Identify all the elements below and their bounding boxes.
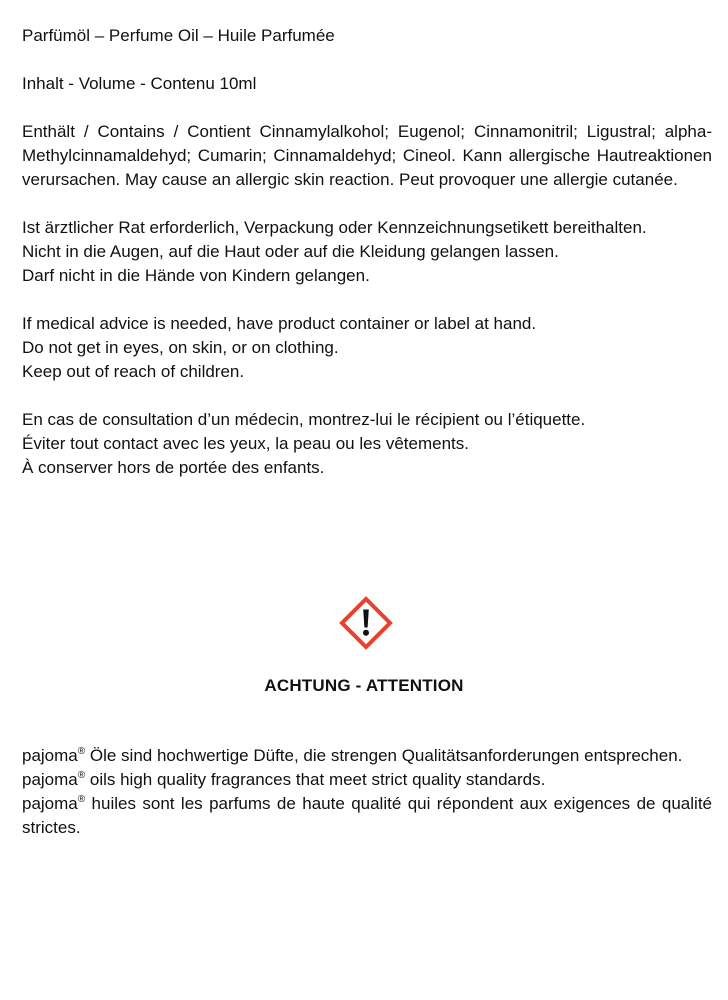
german-safety-line: Ist ärztlicher Rat erforderlich, Verpackung oder Kennzeichnungsetikett bereithalten. [22,218,647,237]
english-safety-line: Do not get in eyes, on skin, or on clothing. [22,338,339,357]
signal-word: ACHTUNG - ATTENTION [264,676,464,695]
exclamation-mark-pictogram-icon [337,594,395,652]
quality-statement-en [22,768,712,792]
french-safety-block [22,408,712,480]
quality-text: Öle sind hochwertige Düfte, die strengen Qualitätsanforderungen entsprechen. [85,746,683,765]
registered-mark: ® [77,794,86,805]
brand-name: pajoma [22,794,78,813]
product-title: Parfümöl – Perfume Oil – Huile Parfumée [22,26,335,45]
german-safety-line: Nicht in die Augen, auf die Haut oder auf die Kleidung gelangen lassen. [22,242,559,261]
quality-text: oils high quality fragrances that meet strict quality standards. [85,770,546,789]
quality-text: huiles sont les parfums de haute qualité qui répondent aux exigences de qualité strictes. [22,794,712,837]
french-safety-line: Éviter tout contact avec les yeux, la peau ou les vêtements. [22,434,469,453]
registered-mark: ® [77,770,86,781]
german-safety-block [22,216,712,288]
label-text-block [22,24,712,504]
brand-quality-block [22,744,712,840]
brand-name: pajoma [22,770,78,789]
volume-line: Inhalt - Volume - Contenu 10ml [22,74,257,93]
registered-mark: ® [77,746,86,757]
english-safety-line: Keep out of reach of children. [22,362,245,381]
quality-statement-fr [22,792,712,840]
exclamation-dot [363,630,369,636]
quality-statement-de [22,744,712,768]
german-safety-line: Darf nicht in die Hände von Kindern gelangen. [22,266,370,285]
english-safety-block [22,312,712,384]
contains-ingredients: Enthält / Contains / Contient Cinnamylalkohol; Eugenol; Cinnamonitril; Ligustral; alpha-Methylcinnamaldehyd; Cumarin; Cinnamaldehyd; Cineol. Kann allergische Hautreaktionen verursachen. May cause an allergic skin reaction. Peut provoquer une allergie cutanée. [22,122,712,189]
brand-name: pajoma [22,746,78,765]
french-safety-line: En cas de consultation d’un médecin, montrez-lui le récipient ou l’étiquette. [22,410,586,429]
french-safety-line: À conserver hors de portée des enfants. [22,458,325,477]
english-safety-line: If medical advice is needed, have product container or label at hand. [22,314,537,333]
